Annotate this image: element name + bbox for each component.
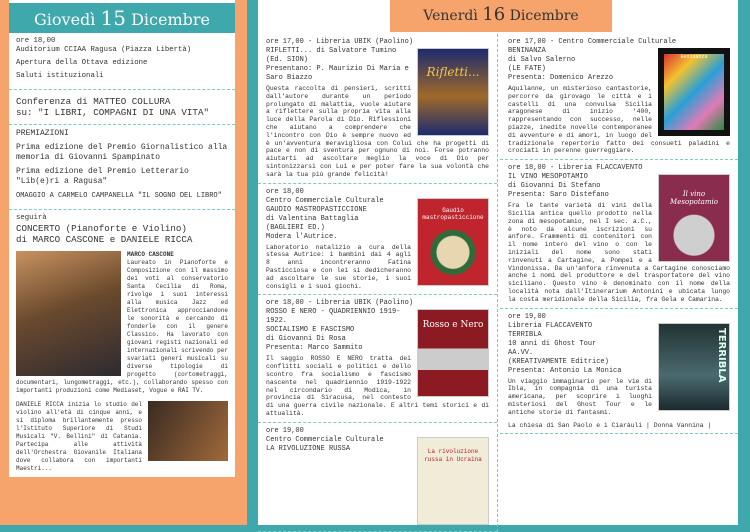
day-number: 16	[482, 4, 506, 25]
bio-daniele	[16, 401, 228, 473]
conference-speaker: Conferenza di MATTEO COLLURA	[16, 96, 171, 107]
event-heading-line: di Valentina Battaglia	[266, 214, 359, 223]
event-heading-line: Libreria FLACCAVENTO	[508, 321, 593, 330]
book-cover-image: Rosso e Nero	[417, 309, 489, 397]
bio-name: MARCO CASCONE	[127, 251, 174, 258]
conference-section	[9, 90, 235, 125]
event-item	[500, 309, 738, 435]
day2-column-right	[500, 34, 738, 434]
bio-text: Laureato in Pianoforte e Composizione con il massimo dei voti al conservatorio Santa Cecilia di Roma, rivolge i suoi interessi alla musica Jazz ed Elettronica approcciandone le sonorità e cercando di fonderle con il genere Classico. Ha lavorato con giovani registi nazionali ed internazionali scrivendo per svariati generi musicali su diverse tipologie di progetto (cortometraggi, documentari, lungometraggi, etc.), collaborando spesso con importanti produzioni come Mediaset, Vogue e RAI TV.	[16, 259, 228, 394]
bio-text: DANIELE RICCA inizia lo studio del violino all'età di cinque anni, e si diploma brillantemente presso l'Istituto Superiore di Studi Musicali "V. Bellini" di Catania. Partecipa alle attività dell'Orchestra Giovanile Italiana dove collabora con importanti Maestri...	[16, 401, 142, 472]
event-heading-line: ore 18,00 - Libreria UBIK (Paolino)	[266, 299, 414, 308]
event-heading-line: Presentano: P. Maurizio Di Maria e Saro Biazzo	[266, 65, 409, 82]
event-item	[500, 160, 738, 308]
concert-title: CONCERTO (Pianoforte e Violino)	[16, 223, 187, 234]
book-cover-image: TERRIBLA	[658, 323, 730, 411]
event-heading-line: BENINANZA	[508, 47, 546, 55]
venue: Auditorium CCIAA Ragusa (Piazza Libertà)	[16, 46, 192, 54]
event-heading-line: Modera l'Autrice.	[266, 232, 338, 241]
event-heading-line: ROSSO E NERO - QUADRIENNIO 1919-1922.	[266, 308, 401, 326]
event-description: Fra le tante varietà di vini della Sicilia antica quello prodotto nella zona di mesopotamio, nel I sec. a.C., è noto da alcune iscrizioni su anfore. Frammenti di contenitori con il nome intero del vino o con le iniziali del nome sono stati rinvenuti a Cartagine, a Pompei e a Vindonissa. Da un'anfora rinvenuta a Cartagine conosciamo anche i nomi del produttore e del trasportatore del vino siciliano. Questo vino è denominato con il nome della località nota dall'Itinerarium Antonini e ubicata lungo la costa meridionale della Sicilia, fra Gela e Camarina.	[508, 202, 730, 303]
event-description: Aquilanne, un misterioso cantastorie, percorre da girovago le città e i castelli di una convulsa Sicilia aragonese di inizio '400, rappresentando con successo, nelle piazze, inedite novelle contemporanee di avventure e di amori, in luogo del tradizionale repertorio fatto dei consueti paladini e crociati in perenne guerreggiare.	[508, 85, 730, 155]
event-heading-line: ore 19,00	[508, 312, 546, 321]
weekday: Venerdì	[423, 8, 478, 24]
awards-title: PREMIAZIONI	[16, 129, 69, 138]
weekday: Giovedì	[34, 10, 96, 29]
event-heading-line: LA RIVOLUZIONE RUSSA	[266, 444, 351, 453]
event-heading-line: ore 18,00 - Libreria FLACCAVENTO	[508, 164, 643, 173]
opening-section	[9, 33, 235, 90]
concert-section	[9, 210, 235, 477]
greetings-text: Saluti istituzionali	[16, 72, 104, 80]
book-cover-image: La rivoluzione russa in Ucraina	[417, 437, 489, 525]
event-heading-line: Presenta: Antonio La Monica	[508, 366, 622, 375]
award-1: Prima edizione del Premio Giornalistico alla memoria di Giovanni Spampinato	[16, 143, 228, 162]
marco-cascone-photo	[16, 251, 121, 376]
time: ore 18,00	[16, 37, 56, 45]
day1-panel	[9, 0, 235, 477]
event-heading-line: Centro Commerciale Culturale	[266, 196, 384, 205]
day2-column-left	[258, 34, 498, 532]
event-item	[500, 34, 738, 160]
event-heading-line: di Salvo Salerno	[508, 56, 576, 64]
concert-performers: di MARCO CASCONE e DANIELE RICCA	[16, 234, 193, 245]
opening-text: Apertura della Ottava edizione	[16, 59, 148, 67]
book-cover-image: Il vino Mesopotamio	[658, 174, 730, 262]
day1-header	[9, 3, 235, 33]
event-description: Questa raccolta di pensieri, scritti dall'autore durante un periodo prolungato di malattia, vuole aiutare a riflettere sulla propria vita alla luce della Parola di Dio. Riflessioni che aiutano a comprendere che l'incontro con Dio è sempre nuovo ed è un'avventura meravigliosa con Colui che ha progetti di pace e non di sventura per ognuno di noi. Forse potranno aiutarti ad ascoltare meglio la voce di Dio per sintonizzarsi con Lui e per poter fare la sua volontà che sarà la tua più grande felicità!	[266, 85, 489, 178]
event-heading-line: GAUDIO MASTROPASTICCIONE	[266, 205, 367, 214]
awards-section	[9, 125, 235, 210]
event-heading-line: ore 17,00 - Centro Commerciale Culturale	[508, 38, 677, 46]
book-cover-image: Rifletti...	[417, 48, 489, 136]
event-description: Il saggio ROSSO E NERO tratta dei conflitti sociali e politici e dello scontro fra socialismo e fascismo nascente nel quadriennio 1919-1922 nel circondario di Modica, in provincia di Siracusa, nel contesto di una guerra civile nazionale. E altri temi storici e di attualità.	[266, 355, 489, 417]
bio-marco	[16, 251, 228, 395]
event-heading-line: (BAGLIERI ED.)	[266, 223, 325, 232]
event-item	[258, 423, 497, 532]
book-cover-image: Beninanza	[658, 48, 730, 136]
event-heading-line: ore 19,00	[266, 426, 304, 435]
event-heading-line: Presenta: Saro Distefano	[508, 191, 609, 200]
event-heading-line: TERRIBLA	[508, 330, 542, 339]
event-item	[258, 295, 497, 422]
daniele-ricca-photo	[148, 401, 228, 461]
month: Dicembre	[131, 10, 210, 29]
event-heading-line: ore 18,00	[266, 187, 304, 196]
event-heading-line: Centro Commerciale Culturale	[266, 435, 384, 444]
award-2: Prima edizione del Premio Letterario "Lib(e)ri a Ragusa"	[16, 167, 189, 186]
day2-header	[390, 0, 612, 32]
event-heading-line: IL VINO MESOPOTAMIO	[508, 173, 588, 182]
event-heading-line: 10 anni di Ghost Tour	[508, 339, 597, 348]
event-item	[258, 184, 497, 296]
event-description: Laboratorio natalizio a cura della stessa Autrice: i bambini dai 4 agli 8 anni incontreranno Fatina Pasticciosa e con lei si dedicheranno ad ascoltare le sue storie, i suoi consigli e i suoi giochi.	[266, 243, 411, 290]
event-heading-line: (KREATIVAMENTE Editrice)	[508, 357, 609, 366]
day1-column	[0, 0, 247, 525]
book-cover-image: Gaudio mastropasticcione	[417, 198, 489, 286]
event-extra: La chiesa di San Paolo e i Ciaràuli | Donna Vannina |	[508, 421, 712, 429]
event-heading-line: di Giovanni Di Rosa	[266, 335, 346, 344]
month: Dicembre	[509, 8, 579, 24]
day-number: 15	[100, 6, 126, 30]
event-heading-line: Presenta: Marco Sammito	[266, 344, 363, 353]
event-heading-line: Presenta: Domenico Arezzo	[508, 74, 614, 82]
event-heading-line: SOCIALISMO E FASCISMO	[266, 326, 355, 335]
tribute: OMAGGIO A CARMELO CAMPANELLA "IL SOGNO DEL LIBRO"	[16, 192, 222, 200]
event-heading-line: AA.VV.	[508, 348, 534, 357]
event-heading-line: (LE FATE)	[508, 65, 546, 73]
event-description: Un viaggio immaginario per le vie di Ibla, in compagnia di una turista americana, per scoprire i luoghi misteriosi del Ghost Tour e le antiche storie di fantasmi.	[508, 377, 652, 416]
event-heading-line: ore 17,00 - Libreria UBIK (Paolino)	[266, 38, 414, 46]
event-heading-line: di Giovanni Di Stefano	[508, 182, 601, 191]
event-item	[258, 34, 497, 184]
conference-topic: su: "I LIBRI, COMPAGNI DI UNA VITA"	[16, 107, 209, 118]
event-heading-line: RIFLETTI... di Salvatore Tumino (Ed. SION)	[266, 47, 397, 64]
concert-intro: seguirà	[16, 214, 47, 222]
